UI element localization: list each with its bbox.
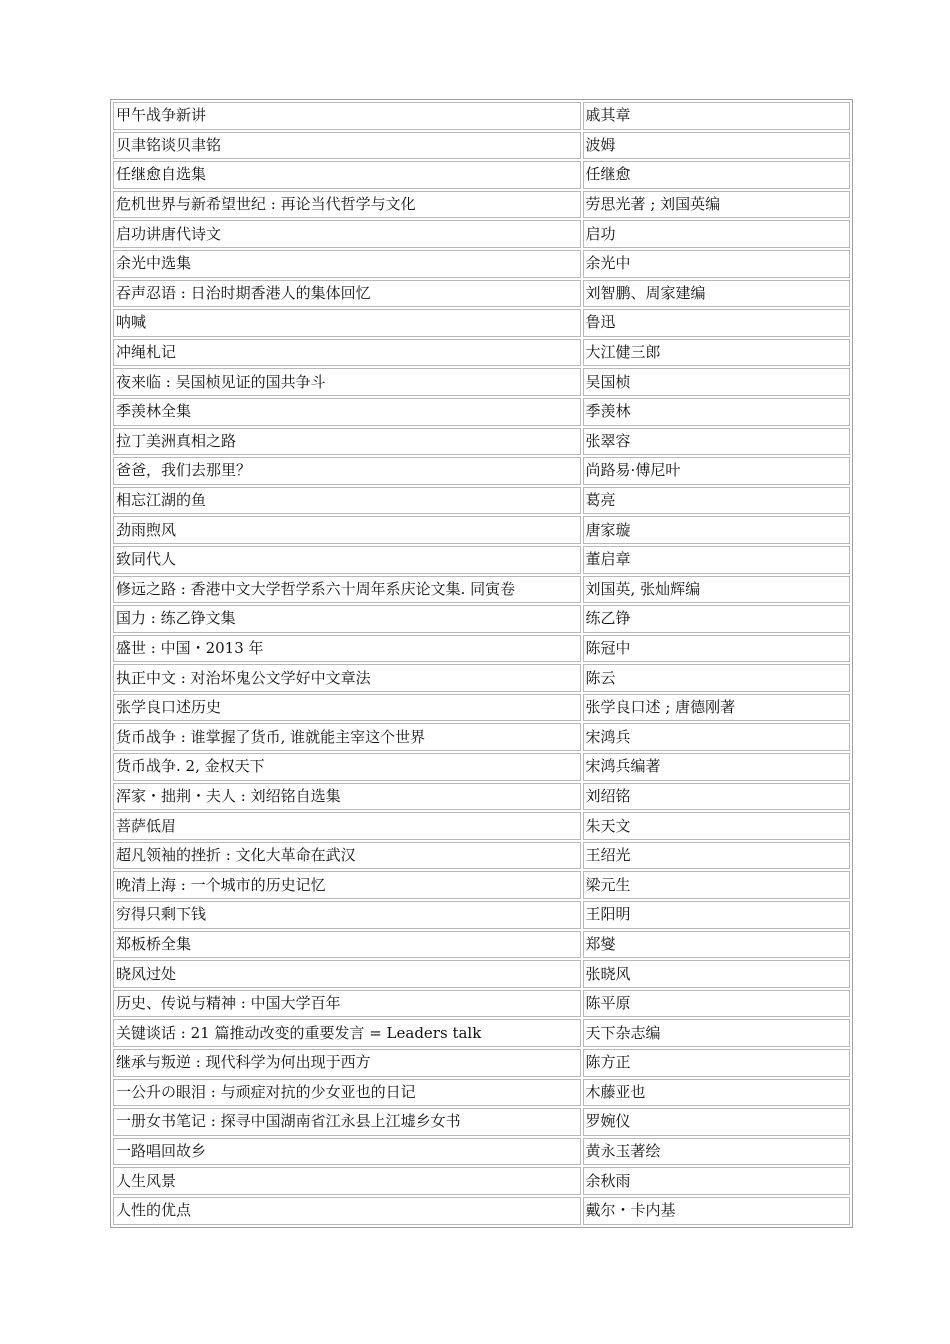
book-title-cell: 余光中选集 xyxy=(113,250,581,278)
table-row xyxy=(113,102,850,130)
book-author-cell: 天下杂志编 xyxy=(583,1019,850,1047)
book-title-cell: 一册女书笔记 : 探寻中国湖南省江永县上江墟乡女书 xyxy=(113,1108,581,1136)
table-row xyxy=(113,694,850,722)
book-title-cell: 执正中文 : 对治坏鬼公文学好中文章法 xyxy=(113,664,581,692)
book-author-cell: 启功 xyxy=(583,220,850,248)
book-title-cell: 拉丁美洲真相之路 xyxy=(113,428,581,456)
book-title-cell: 季羡林全集 xyxy=(113,398,581,426)
book-title-cell: 菩萨低眉 xyxy=(113,812,581,840)
book-author-cell: 刘绍铭 xyxy=(583,783,850,811)
book-author-cell: 张学良口述 ; 唐德刚著 xyxy=(583,694,850,722)
book-author-cell: 季羡林 xyxy=(583,398,850,426)
book-title-cell: 国力 : 练乙铮文集 xyxy=(113,605,581,633)
book-author-cell: 任继愈 xyxy=(583,161,850,189)
table-row xyxy=(113,546,850,574)
table-row xyxy=(113,842,850,870)
table-row xyxy=(113,635,850,663)
book-author-cell: 练乙铮 xyxy=(583,605,850,633)
book-title-cell: 修远之路 : 香港中文大学哲学系六十周年系庆论文集. 同寅卷 xyxy=(113,576,581,604)
table-row xyxy=(113,812,850,840)
book-title-cell: 浑家・拙荆・夫人 : 刘绍铭自选集 xyxy=(113,783,581,811)
book-author-cell: 鲁迅 xyxy=(583,309,850,337)
book-author-cell: 刘国英, 张灿辉编 xyxy=(583,576,850,604)
table-row xyxy=(113,516,850,544)
book-title-cell: 致同代人 xyxy=(113,546,581,574)
book-title-cell: 关键谈话 : 21 篇推动改变的重要发言 = Leaders talk xyxy=(113,1019,581,1047)
book-title-cell: 人生风景 xyxy=(113,1167,581,1195)
book-author-cell: 张翠容 xyxy=(583,428,850,456)
table-row xyxy=(113,783,850,811)
book-author-cell: 陈冠中 xyxy=(583,635,850,663)
book-author-cell: 黄永玉著绘 xyxy=(583,1138,850,1166)
table-row xyxy=(113,339,850,367)
book-title-cell: 继承与叛逆 : 现代科学为何出现于西方 xyxy=(113,1049,581,1077)
book-author-cell: 尚路易·傅尼叶 xyxy=(583,457,850,485)
table-row xyxy=(113,990,850,1018)
book-author-cell: 陈云 xyxy=(583,664,850,692)
book-author-cell: 葛亮 xyxy=(583,487,850,515)
table-row xyxy=(113,398,850,426)
book-title-cell: 人性的优点 xyxy=(113,1197,581,1225)
book-title-cell: 郑板桥全集 xyxy=(113,931,581,959)
book-author-cell: 王阳明 xyxy=(583,901,850,929)
book-title-cell: 甲午战争新讲 xyxy=(113,102,581,130)
book-title-cell: 货币战争. 2, 金权天下 xyxy=(113,753,581,781)
table-row xyxy=(113,605,850,633)
table-row xyxy=(113,1019,850,1047)
book-author-cell: 董启章 xyxy=(583,546,850,574)
book-author-cell: 木藤亚也 xyxy=(583,1079,850,1107)
table-row xyxy=(113,280,850,308)
book-author-cell: 王绍光 xyxy=(583,842,850,870)
book-author-cell: 陈平原 xyxy=(583,990,850,1018)
table-row xyxy=(113,1197,850,1225)
book-author-cell: 陈方正 xyxy=(583,1049,850,1077)
book-title-cell: 贝聿铭谈贝聿铭 xyxy=(113,132,581,160)
table-row xyxy=(113,664,850,692)
table-row xyxy=(113,960,850,988)
table-row xyxy=(113,368,850,396)
book-title-cell: 晚清上海 : 一个城市的历史记忆 xyxy=(113,871,581,899)
table-row xyxy=(113,871,850,899)
book-title-cell: 冲绳札记 xyxy=(113,339,581,367)
book-author-cell: 戴尔・卡内基 xyxy=(583,1197,850,1225)
book-list-table xyxy=(110,99,853,1228)
book-title-cell: 一路唱回故乡 xyxy=(113,1138,581,1166)
book-title-cell: 晓风过处 xyxy=(113,960,581,988)
table-row xyxy=(113,753,850,781)
book-title-cell: 货币战争 : 谁掌握了货币, 谁就能主宰这个世界 xyxy=(113,723,581,751)
table-row xyxy=(113,132,850,160)
book-title-cell: 爸爸，我们去那里？ xyxy=(113,457,581,485)
book-author-cell: 余秋雨 xyxy=(583,1167,850,1195)
book-title-cell: 夜来临 : 吴国桢见证的国共争斗 xyxy=(113,368,581,396)
table-row xyxy=(113,1049,850,1077)
table-row xyxy=(113,576,850,604)
table-row xyxy=(113,1138,850,1166)
book-title-cell: 张学良口述历史 xyxy=(113,694,581,722)
book-author-cell: 大江健三郎 xyxy=(583,339,850,367)
table-row xyxy=(113,191,850,219)
book-title-cell: 相忘江湖的鱼 xyxy=(113,487,581,515)
book-title-cell: 呐喊 xyxy=(113,309,581,337)
book-title-cell: 吞声忍语 : 日治时期香港人的集体回忆 xyxy=(113,280,581,308)
book-title-cell: 穷得只剩下钱 xyxy=(113,901,581,929)
table-row xyxy=(113,487,850,515)
book-author-cell: 唐家璇 xyxy=(583,516,850,544)
book-author-cell: 吴国桢 xyxy=(583,368,850,396)
book-author-cell: 张晓风 xyxy=(583,960,850,988)
book-title-cell: 一公升の眼泪 : 与顽症对抗的少女亚也的日记 xyxy=(113,1079,581,1107)
book-title-cell: 劲雨煦风 xyxy=(113,516,581,544)
table-row xyxy=(113,901,850,929)
table-row xyxy=(113,723,850,751)
book-title-cell: 超凡领袖的挫折 : 文化大革命在武汉 xyxy=(113,842,581,870)
book-author-cell: 朱天文 xyxy=(583,812,850,840)
book-author-cell: 余光中 xyxy=(583,250,850,278)
book-author-cell: 郑燮 xyxy=(583,931,850,959)
table-row xyxy=(113,1108,850,1136)
book-author-cell: 宋鸿兵 xyxy=(583,723,850,751)
book-author-cell: 波姆 xyxy=(583,132,850,160)
book-title-cell: 任继愈自选集 xyxy=(113,161,581,189)
table-row xyxy=(113,250,850,278)
book-title-cell: 历史、传说与精神 : 中国大学百年 xyxy=(113,990,581,1018)
table-row xyxy=(113,931,850,959)
book-title-cell: 盛世 : 中国・2013 年 xyxy=(113,635,581,663)
table-row xyxy=(113,1167,850,1195)
table-row xyxy=(113,220,850,248)
table-row xyxy=(113,428,850,456)
table-row xyxy=(113,161,850,189)
book-author-cell: 刘智鹏、周家建编 xyxy=(583,280,850,308)
book-author-cell: 劳思光著 ; 刘国英编 xyxy=(583,191,850,219)
table-row xyxy=(113,1079,850,1107)
book-author-cell: 梁元生 xyxy=(583,871,850,899)
table-row xyxy=(113,457,850,485)
book-title-cell: 启功讲唐代诗文 xyxy=(113,220,581,248)
book-author-cell: 宋鸿兵编著 xyxy=(583,753,850,781)
book-author-cell: 戚其章 xyxy=(583,102,850,130)
book-list-body xyxy=(113,102,850,1225)
book-author-cell: 罗婉仪 xyxy=(583,1108,850,1136)
book-title-cell: 危机世界与新希望世纪 : 再论当代哲学与文化 xyxy=(113,191,581,219)
table-row xyxy=(113,309,850,337)
